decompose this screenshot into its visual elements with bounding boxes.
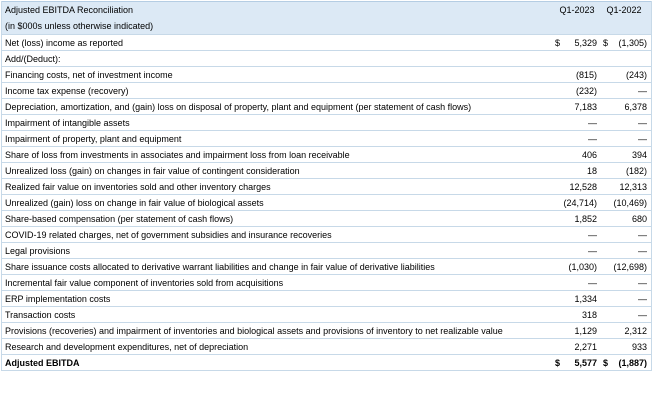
row-label: Provisions (recoveries) and impairment of inventories and biological assets and provisions of inventory to net realizable value [5, 325, 503, 336]
value: 6,378 [624, 101, 647, 112]
table-subtitle: (in $000s unless otherwise indicated) [5, 21, 154, 31]
currency-symbol: $ [603, 37, 609, 48]
cell-q1-2023 [551, 342, 599, 352]
value: (24,714) [563, 197, 597, 208]
value: 2,271 [574, 341, 597, 352]
currency-symbol: $ [555, 37, 561, 48]
currency-symbol: $ [555, 357, 561, 368]
row-label: Net (loss) income as reported [5, 37, 124, 48]
table-row [2, 194, 651, 210]
cell-q1-2022 [599, 262, 651, 272]
cell-q1-2022 [599, 214, 651, 224]
table-row [2, 242, 651, 258]
row-label: Financing costs, net of investment income [5, 69, 173, 80]
cell-q1-2022 [599, 150, 651, 160]
row-label: Legal provisions [5, 245, 71, 256]
value: 1,129 [574, 325, 597, 336]
row-label: Share issuance costs allocated to derivative warrant liabilities and change in fair value of derivative liabilities [5, 261, 435, 272]
value: 12,528 [569, 181, 597, 192]
cell-q1-2023 [551, 262, 599, 272]
value: 394 [631, 149, 647, 160]
cell-q1-2022 [599, 278, 651, 288]
cell-q1-2023 [551, 230, 599, 240]
value: (182) [625, 165, 647, 176]
row-label: Impairment of property, plant and equipment [5, 133, 182, 144]
currency-symbol: $ [603, 357, 609, 368]
value: 680 [631, 213, 647, 224]
cell-q1-2023 [551, 214, 599, 224]
table-row [2, 338, 651, 354]
cell-q1-2022 [599, 134, 651, 144]
value: (232) [575, 85, 597, 96]
column-header-q1-2022: Q1-2022 [606, 5, 642, 15]
row-label: Income tax expense (recovery) [5, 85, 129, 96]
table-row [2, 178, 651, 194]
table-row [2, 146, 651, 162]
value: 12,313 [619, 181, 647, 192]
value: — [638, 277, 647, 288]
table-row [2, 258, 651, 274]
cell-q1-2023 [551, 150, 599, 160]
cell-q1-2022 [599, 326, 651, 336]
cell-q1-2023 [551, 278, 599, 288]
table-title: Adjusted EBITDA Reconciliation [5, 5, 134, 15]
value: 5,577 [574, 357, 597, 368]
value: 7,183 [574, 101, 597, 112]
cell-q1-2023 [551, 182, 599, 192]
value: 406 [581, 149, 597, 160]
cell-q1-2022 [599, 182, 651, 192]
row-label: Realized fair value on inventories sold and other inventory charges [5, 181, 271, 192]
value: (10,469) [613, 197, 647, 208]
table-row [2, 322, 651, 338]
row-label: COVID-19 related charges, net of government subsidies and insurance recoveries [5, 229, 332, 240]
row-label: Unrealized loss (gain) on changes in fair value of contingent consideration [5, 165, 300, 176]
table-row [2, 66, 651, 82]
table-row [2, 162, 651, 178]
table-row [2, 306, 651, 322]
cell-q1-2023 [551, 102, 599, 112]
table-row [2, 98, 651, 114]
total-row [2, 354, 651, 370]
cell-q1-2022 [599, 294, 651, 304]
row-label: Share-based compensation (per statement of cash flows) [5, 213, 234, 224]
row-label: ERP implementation costs [5, 293, 111, 304]
value: 5,329 [574, 37, 597, 48]
table-header [2, 1, 651, 34]
value: (12,698) [613, 261, 647, 272]
cell-q1-2023 [551, 166, 599, 176]
value: 1,334 [574, 293, 597, 304]
cell-q1-2022 [599, 246, 651, 256]
ebitda-reconciliation-table [1, 1, 652, 371]
cell-q1-2023 [551, 198, 599, 208]
cell-q1-2023 [551, 70, 599, 80]
table-row [2, 226, 651, 242]
table-body [2, 34, 651, 370]
row-label: Unrealized (gain) loss on change in fair value of biological assets [5, 197, 264, 208]
cell-q1-2022 [599, 198, 651, 208]
value: — [588, 245, 597, 256]
cell-q1-2022 [599, 70, 651, 80]
cell-q1-2023 [551, 38, 599, 48]
row-label: Adjusted EBITDA [5, 357, 80, 368]
row-label: Impairment of intangible assets [5, 117, 130, 128]
cell-q1-2023 [551, 118, 599, 128]
cell-q1-2023 [551, 246, 599, 256]
value: — [588, 133, 597, 144]
value: — [588, 117, 597, 128]
value: 2,312 [624, 325, 647, 336]
cell-q1-2022 [599, 166, 651, 176]
value: (1,887) [618, 357, 647, 368]
table-row [2, 290, 651, 306]
row-label: Research and development expenditures, net of depreciation [5, 341, 249, 352]
value: — [638, 229, 647, 240]
value: — [638, 309, 647, 320]
value: 933 [631, 341, 647, 352]
table-row [2, 34, 651, 50]
row-label: Add/(Deduct): [5, 53, 61, 64]
value: — [588, 229, 597, 240]
value: (1,030) [568, 261, 597, 272]
cell-q1-2022 [599, 342, 651, 352]
cell-q1-2023 [551, 358, 599, 368]
table-row [2, 210, 651, 226]
cell-q1-2022 [599, 310, 651, 320]
table-row [2, 130, 651, 146]
cell-q1-2023 [551, 86, 599, 96]
value: — [638, 85, 647, 96]
cell-q1-2022 [599, 358, 651, 368]
value: (1,305) [618, 37, 647, 48]
cell-q1-2022 [599, 102, 651, 112]
cell-q1-2022 [599, 38, 651, 48]
value: — [638, 133, 647, 144]
row-label: Depreciation, amortization, and (gain) loss on disposal of property, plant and equipment (per statement of cash flows) [5, 101, 472, 112]
value: (243) [625, 69, 647, 80]
row-label: Transaction costs [5, 309, 76, 320]
cell-q1-2022 [599, 118, 651, 128]
table-row [2, 82, 651, 98]
value: (815) [575, 69, 597, 80]
value: 1,852 [574, 213, 597, 224]
column-header-q1-2023: Q1-2023 [559, 5, 595, 15]
value: — [638, 245, 647, 256]
cell-q1-2023 [551, 310, 599, 320]
value: 18 [586, 165, 597, 176]
table-row [2, 274, 651, 290]
table-row [2, 114, 651, 130]
row-label: Share of loss from investments in associates and impairment loss from loan receivable [5, 149, 350, 160]
cell-q1-2023 [551, 134, 599, 144]
cell-q1-2022 [599, 230, 651, 240]
value: — [588, 277, 597, 288]
cell-q1-2023 [551, 294, 599, 304]
value: — [638, 117, 647, 128]
cell-q1-2023 [551, 326, 599, 336]
value: — [638, 293, 647, 304]
value: 318 [581, 309, 597, 320]
cell-q1-2022 [599, 86, 651, 96]
row-label: Incremental fair value component of inventories sold from acquisitions [5, 277, 284, 288]
table-row [2, 50, 651, 66]
